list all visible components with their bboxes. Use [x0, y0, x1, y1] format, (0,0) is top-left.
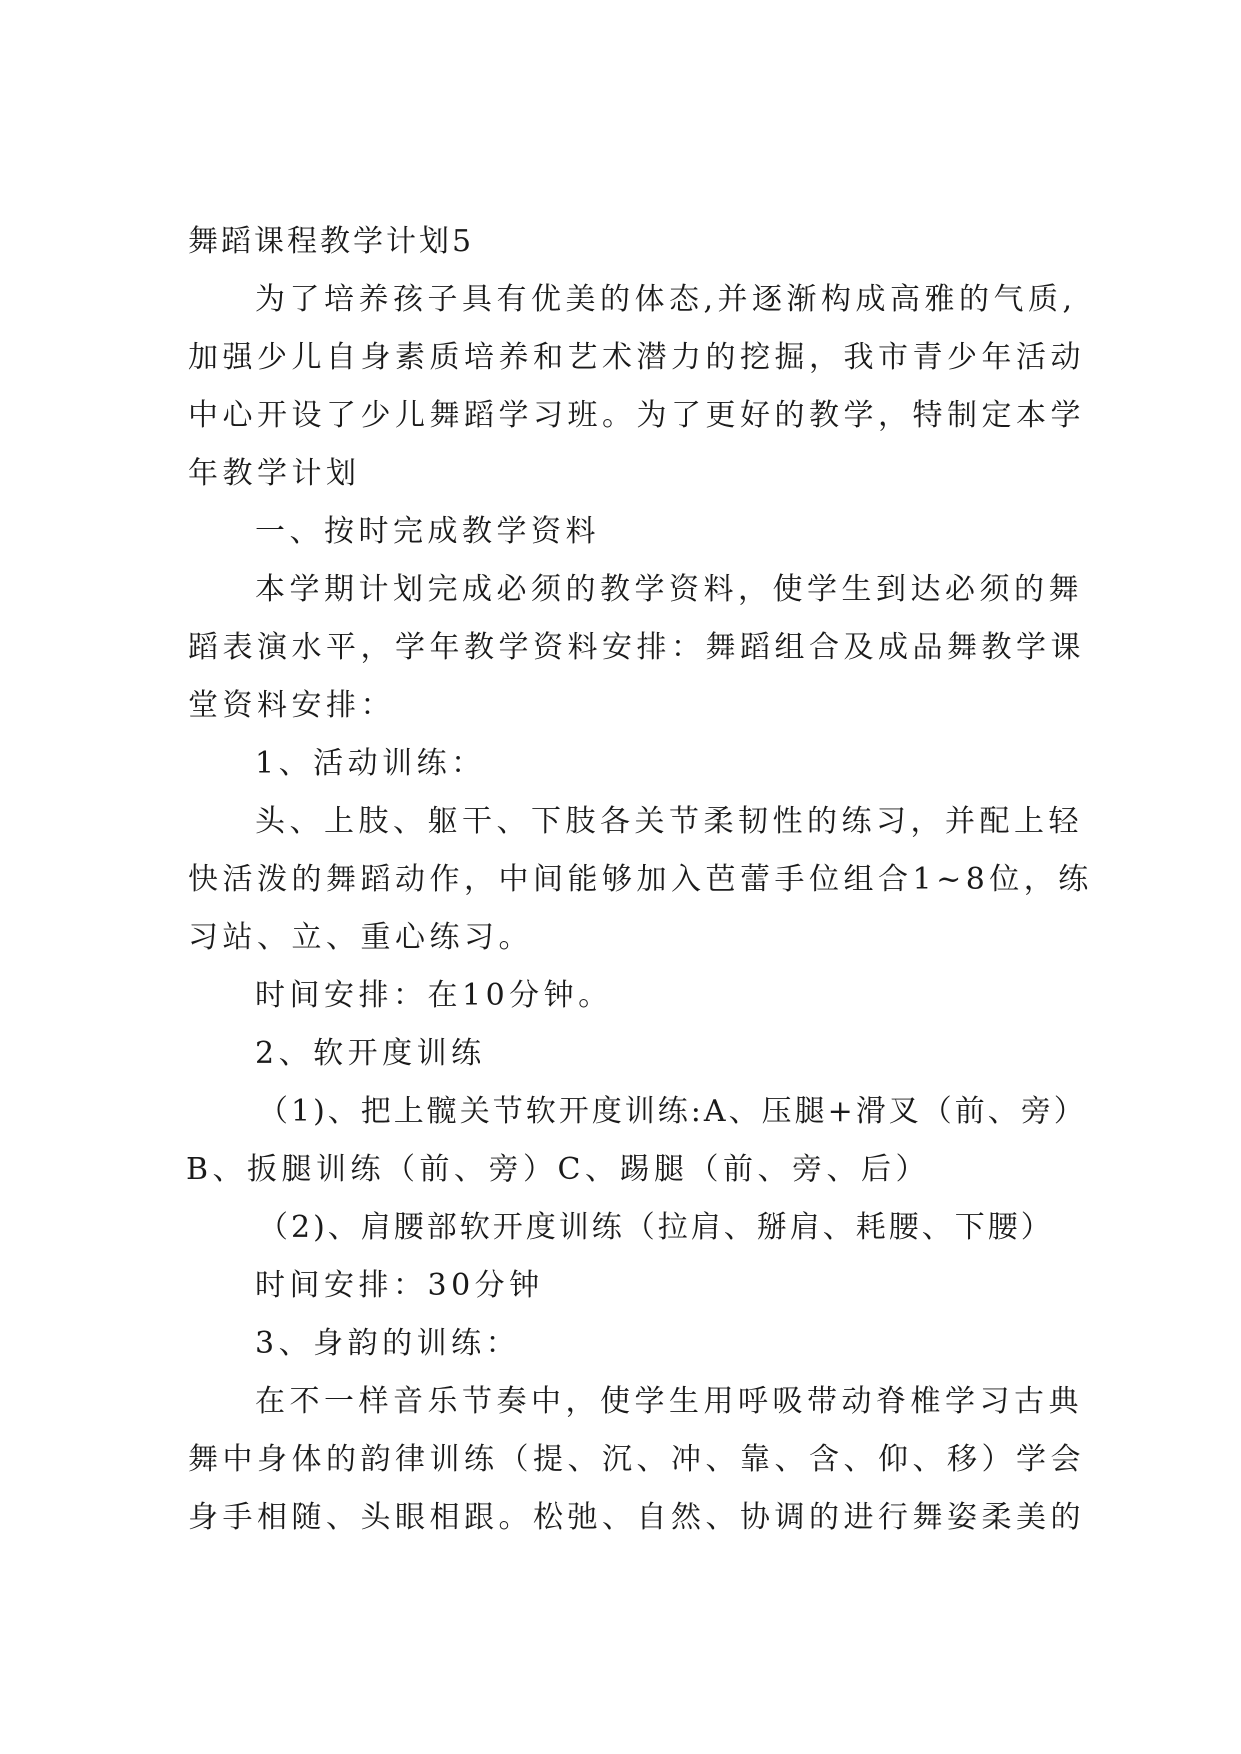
- subsection-heading: 2、软开度训练: [255, 1036, 486, 1071]
- section-heading: 一、按时完成教学资料: [255, 514, 600, 549]
- paragraph-line: 年教学计划: [188, 456, 361, 491]
- paragraph-line: （2)、肩腰部软开度训练（拉肩、掰肩、耗腰、下腰）: [258, 1210, 1054, 1245]
- document-title: 舞蹈课程教学计划5: [188, 224, 475, 259]
- paragraph-line: 蹈表演水平，学年教学资料安排：舞蹈组合及成品舞教学课: [188, 630, 1085, 665]
- subsection-heading: 3、身韵的训练：: [255, 1326, 521, 1361]
- paragraph-line: 时间安排：在10分钟。: [255, 978, 613, 1013]
- paragraph-line: 快活泼的舞蹈动作，中间能够加入芭蕾手位组合1~8位，练: [188, 862, 1093, 897]
- paragraph-line: 堂资料安排：: [188, 688, 395, 723]
- paragraph-line: 身手相随、头眼相跟。松弛、自然、协调的进行舞姿柔美的: [188, 1500, 1085, 1535]
- paragraph-line: 头、上肢、躯干、下肢各关节柔韧性的练习，并配上轻: [255, 804, 1083, 839]
- paragraph-line: B、扳腿训练（前、旁）C、踢腿（前、旁、后）: [186, 1152, 930, 1187]
- subsection-heading: 1、活动训练：: [255, 746, 486, 781]
- paragraph-line: 为了培养孩子具有优美的体态,并逐渐构成高雅的气质,: [255, 282, 1077, 317]
- paragraph-line: 本学期计划完成必须的教学资料，使学生到达必须的舞: [255, 572, 1083, 607]
- paragraph-line: 时间安排：30分钟: [255, 1268, 544, 1303]
- paragraph-line: 舞中身体的韵律训练（提、沉、冲、靠、含、仰、移）学会: [188, 1442, 1085, 1477]
- paragraph-line: （1)、把上髋关节软开度训练:A、压腿+滑叉（前、旁）: [258, 1094, 1087, 1129]
- paragraph-line: 在不一样音乐节奏中，使学生用呼吸带动脊椎学习古典: [255, 1384, 1083, 1419]
- paragraph-line: 中心开设了少儿舞蹈学习班。为了更好的教学，特制定本学: [188, 398, 1085, 433]
- paragraph-line: 习站、立、重心练习。: [188, 920, 533, 955]
- paragraph-line: 加强少儿自身素质培养和艺术潜力的挖掘，我市青少年活动: [188, 340, 1085, 375]
